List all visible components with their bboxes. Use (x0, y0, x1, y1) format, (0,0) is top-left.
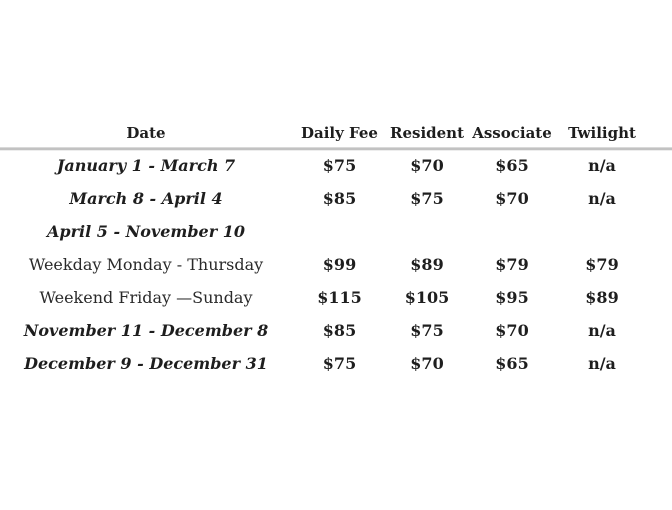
associate-cell: $79 (495, 255, 529, 274)
table-row (0, 313, 647, 346)
date-cell: Weekday Monday - Thursday (28, 255, 264, 274)
table-row (0, 148, 647, 181)
resident-cell: $105 (404, 288, 450, 307)
associate-cell: $95 (495, 288, 529, 307)
resident-cell (387, 214, 467, 247)
daily-fee-cell: $85 (322, 189, 357, 208)
twilight-cell: n/a (588, 189, 616, 208)
rates-table (0, 118, 647, 379)
date-cell: March 8 - April 4 (69, 189, 223, 208)
header-row (0, 118, 647, 148)
associate-cell: $70 (495, 189, 529, 208)
resident-cell: $70 (410, 354, 444, 373)
associate-cell (467, 214, 557, 247)
date-cell: November 11 - December 8 (23, 321, 269, 340)
date-cell: Weekend Friday —Sunday (39, 288, 253, 307)
resident-cell: $70 (410, 156, 444, 175)
date-cell: April 5 - November 10 (46, 222, 245, 241)
column-header-date: Date (126, 124, 166, 142)
twilight-cell: n/a (588, 354, 616, 373)
resident-cell: $75 (410, 189, 444, 208)
daily-fee-cell: $115 (317, 288, 362, 307)
daily-fee-cell: $85 (322, 321, 357, 340)
table-row (0, 280, 647, 313)
column-header-associate: Associate (472, 124, 552, 142)
table-row (0, 214, 647, 247)
associate-cell: $70 (495, 321, 529, 340)
twilight-cell: n/a (588, 321, 616, 340)
twilight-cell: n/a (588, 156, 616, 175)
associate-cell: $65 (495, 156, 529, 175)
table-row (0, 247, 647, 280)
resident-cell: $89 (410, 255, 444, 274)
header-divider-rule (0, 147, 672, 151)
date-cell: December 9 - December 31 (24, 354, 268, 373)
date-cell: January 1 - March 7 (56, 156, 236, 175)
column-header-twilight: Twilight (568, 124, 636, 142)
daily-fee-cell: $75 (322, 354, 357, 373)
twilight-cell: $79 (585, 255, 619, 274)
resident-cell: $75 (410, 321, 444, 340)
daily-fee-cell: $99 (322, 255, 357, 274)
associate-cell: $65 (495, 354, 529, 373)
table-row (0, 181, 647, 214)
column-header-resident: Resident (389, 124, 465, 142)
rates-table-header (0, 118, 647, 148)
table-row (0, 346, 647, 379)
daily-fee-cell: $75 (322, 156, 357, 175)
column-header-daily-fee: Daily Fee (301, 124, 378, 142)
twilight-cell (557, 214, 647, 247)
daily-fee-cell (292, 214, 387, 247)
twilight-cell: $89 (585, 288, 619, 307)
rates-table-body (0, 148, 647, 379)
